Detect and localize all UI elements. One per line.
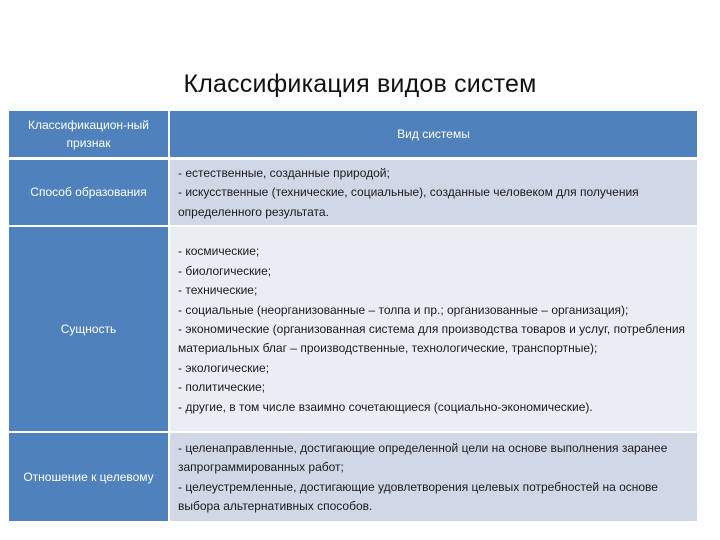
page-title: Классификация видов систем <box>183 70 537 98</box>
header-classification-feature: Классификацион-ный признак <box>9 111 169 159</box>
table-header-row <box>9 111 697 159</box>
row-value-goal-relation: - целенаправленные, достигающие определенной цели на основе выполнения заранее запрограммированных работ; - целеустремленные, достигающие удовлетворения целевых потребностей на основе выбора альтернативных способов. <box>169 432 697 522</box>
row-key-essence: Сущность <box>9 226 169 432</box>
table-row <box>9 159 697 227</box>
table-row <box>9 432 697 522</box>
row-value-formation: - естественные, созданные природой; - искусственные (технические, социальные), созданные человеком для получения определенного результата. <box>169 159 697 227</box>
row-key-goal-relation: Отношение к целевому <box>9 432 169 522</box>
row-key-formation: Способ образования <box>9 159 169 227</box>
row-value-essence: - космические; - биологические; - технические; - социальные (неорганизованные – толпа и пр.; организованные – организация); - экономические (организованная система для производства товаров и услуг, потребления материальных благ – производственные, технологические, транспортные); - экологические; - политические; - другие, в том числе взаимно сочетающиеся (социально-экономические). <box>169 226 697 432</box>
table-row <box>9 226 697 432</box>
classification-table <box>9 111 697 523</box>
header-system-type: Вид системы <box>169 111 697 159</box>
